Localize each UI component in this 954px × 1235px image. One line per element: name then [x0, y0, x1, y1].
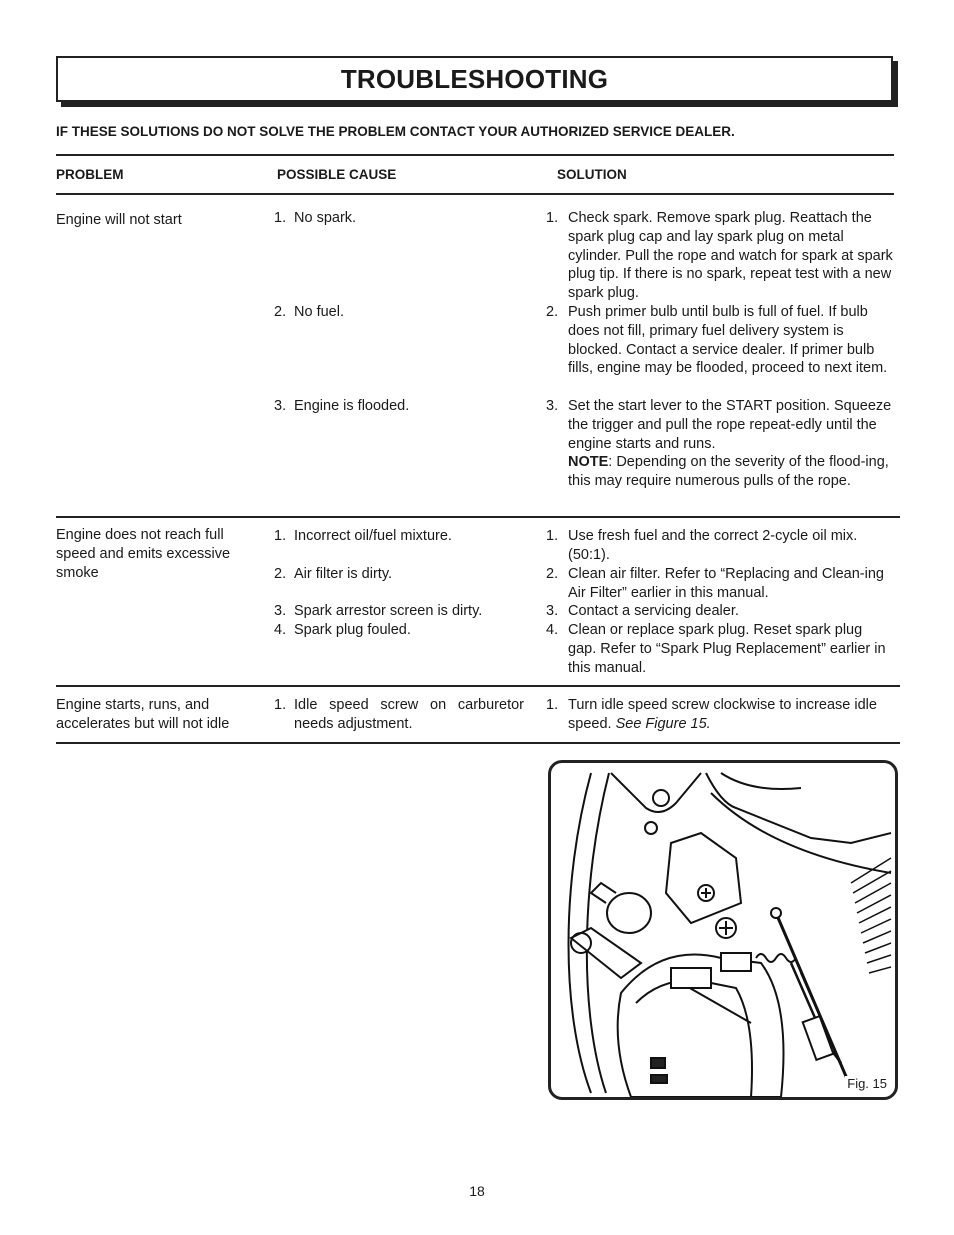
solution-text: Clean or replace spark plug. Reset spark plug gap. Refer to “Spark Plug Replacement” earlier in this manual. — [568, 622, 886, 676]
solution-number: 2. — [546, 304, 559, 320]
solution-item — [546, 397, 900, 491]
cause-item — [274, 527, 524, 546]
solution-item — [546, 209, 900, 303]
problem-cell: Engine starts, runs, and accelerates but will not idle — [56, 697, 230, 732]
solution-text: Use fresh fuel and the correct 2-cycle oil mix. (50:1). — [568, 528, 858, 563]
page-title: TROUBLESHOOTING — [340, 63, 609, 94]
cause-item — [274, 209, 524, 228]
cause-number: 4. — [274, 622, 287, 638]
solution-number: 3. — [546, 603, 559, 619]
solution-item — [546, 602, 896, 621]
solution-text: Clean air filter. Refer to “Replacing and Clean-ing Air Filter” earlier in this manual. — [568, 566, 884, 601]
solution-item — [546, 565, 896, 603]
solution-item — [546, 527, 892, 565]
solution-number: 3. — [546, 398, 559, 414]
solution-text: Set the start lever to the START position. Squeeze the trigger and pull the rope repeat-edly until the engine starts and runs. — [568, 398, 892, 452]
solution-item — [546, 621, 891, 677]
cause-number: 3. — [274, 398, 287, 414]
cause-text: No fuel. — [294, 304, 344, 320]
note-label: NOTE — [568, 454, 609, 471]
cause-text: Engine is flooded. — [294, 398, 410, 414]
title-banner — [56, 56, 893, 102]
carburetor-illustration — [551, 763, 895, 1097]
cause-text: Idle speed screw on carburetor needs adjustment. — [294, 697, 524, 732]
problem-cell: Engine will not start — [56, 212, 182, 228]
solution-item — [546, 303, 896, 378]
solution-number: 1. — [546, 528, 559, 544]
cause-item — [274, 602, 524, 621]
cause-item — [274, 303, 524, 322]
cause-number: 1. — [274, 210, 287, 226]
solution-text-block — [568, 696, 891, 734]
cause-item — [274, 621, 524, 640]
cause-number: 1. — [274, 697, 287, 713]
cause-text: Incorrect oil/fuel mixture. — [294, 528, 452, 544]
cause-text: Air filter is dirty. — [294, 566, 393, 582]
figure-caption: Fig. 15 — [847, 1076, 887, 1091]
cause-text: Spark arrestor screen is dirty. — [294, 603, 483, 619]
solution-number: 2. — [546, 566, 559, 582]
cause-number: 2. — [274, 304, 287, 320]
solution-item — [546, 696, 891, 734]
dealer-warning: IF THESE SOLUTIONS DO NOT SOLVE THE PROBLEM CONTACT YOUR AUTHORIZED SERVICE DEALER. — [56, 124, 735, 139]
solution-number: 4. — [546, 622, 559, 638]
row-divider — [56, 516, 900, 518]
cause-text: No spark. — [294, 210, 357, 226]
table-top-rule — [56, 154, 894, 156]
solution-text: Push primer bulb until bulb is full of fuel. If bulb does not fill, primary fuel delivery system is blocked. Contact a service dealer. If primer bulb fills, engine may be flooded, proceed to next item. — [568, 304, 888, 377]
header-possible-cause: POSSIBLE CAUSE — [277, 167, 397, 182]
row-divider — [56, 685, 900, 687]
figure-reference: See Figure 15. — [615, 715, 711, 732]
cause-text: Spark plug fouled. — [294, 622, 411, 638]
solution-text: Turn idle speed screw clockwise to increase idle speed. — [568, 697, 877, 732]
cause-item — [274, 696, 524, 734]
solution-number: 1. — [546, 210, 559, 226]
cause-item — [274, 565, 524, 584]
solution-number: 1. — [546, 697, 559, 713]
cause-number: 3. — [274, 603, 287, 619]
header-bottom-rule — [56, 193, 894, 195]
page-number: 18 — [469, 1183, 485, 1199]
solution-text: Check spark. Remove spark plug. Reattach the spark plug cap and lay spark plug on metal cylinder. Pull the rope and watch for spark at spark plug tip. If there is no spark, repeat test with a new spark plug. — [568, 210, 893, 302]
note-text: : Depending on the severity of the flood-ing, this may require numerous pulls of the rope. — [568, 454, 889, 490]
table-bottom-rule — [56, 742, 900, 744]
header-problem: PROBLEM — [56, 167, 124, 182]
problem-cell: Engine does not reach full speed and emits excessive smoke — [56, 527, 231, 581]
cause-number: 1. — [274, 528, 287, 544]
header-solution: SOLUTION — [557, 167, 627, 182]
cause-number: 2. — [274, 566, 287, 582]
cause-item — [274, 397, 524, 416]
figure-15 — [548, 760, 898, 1100]
solution-text: Contact a servicing dealer. — [568, 603, 739, 619]
solution-text-block — [568, 397, 900, 491]
